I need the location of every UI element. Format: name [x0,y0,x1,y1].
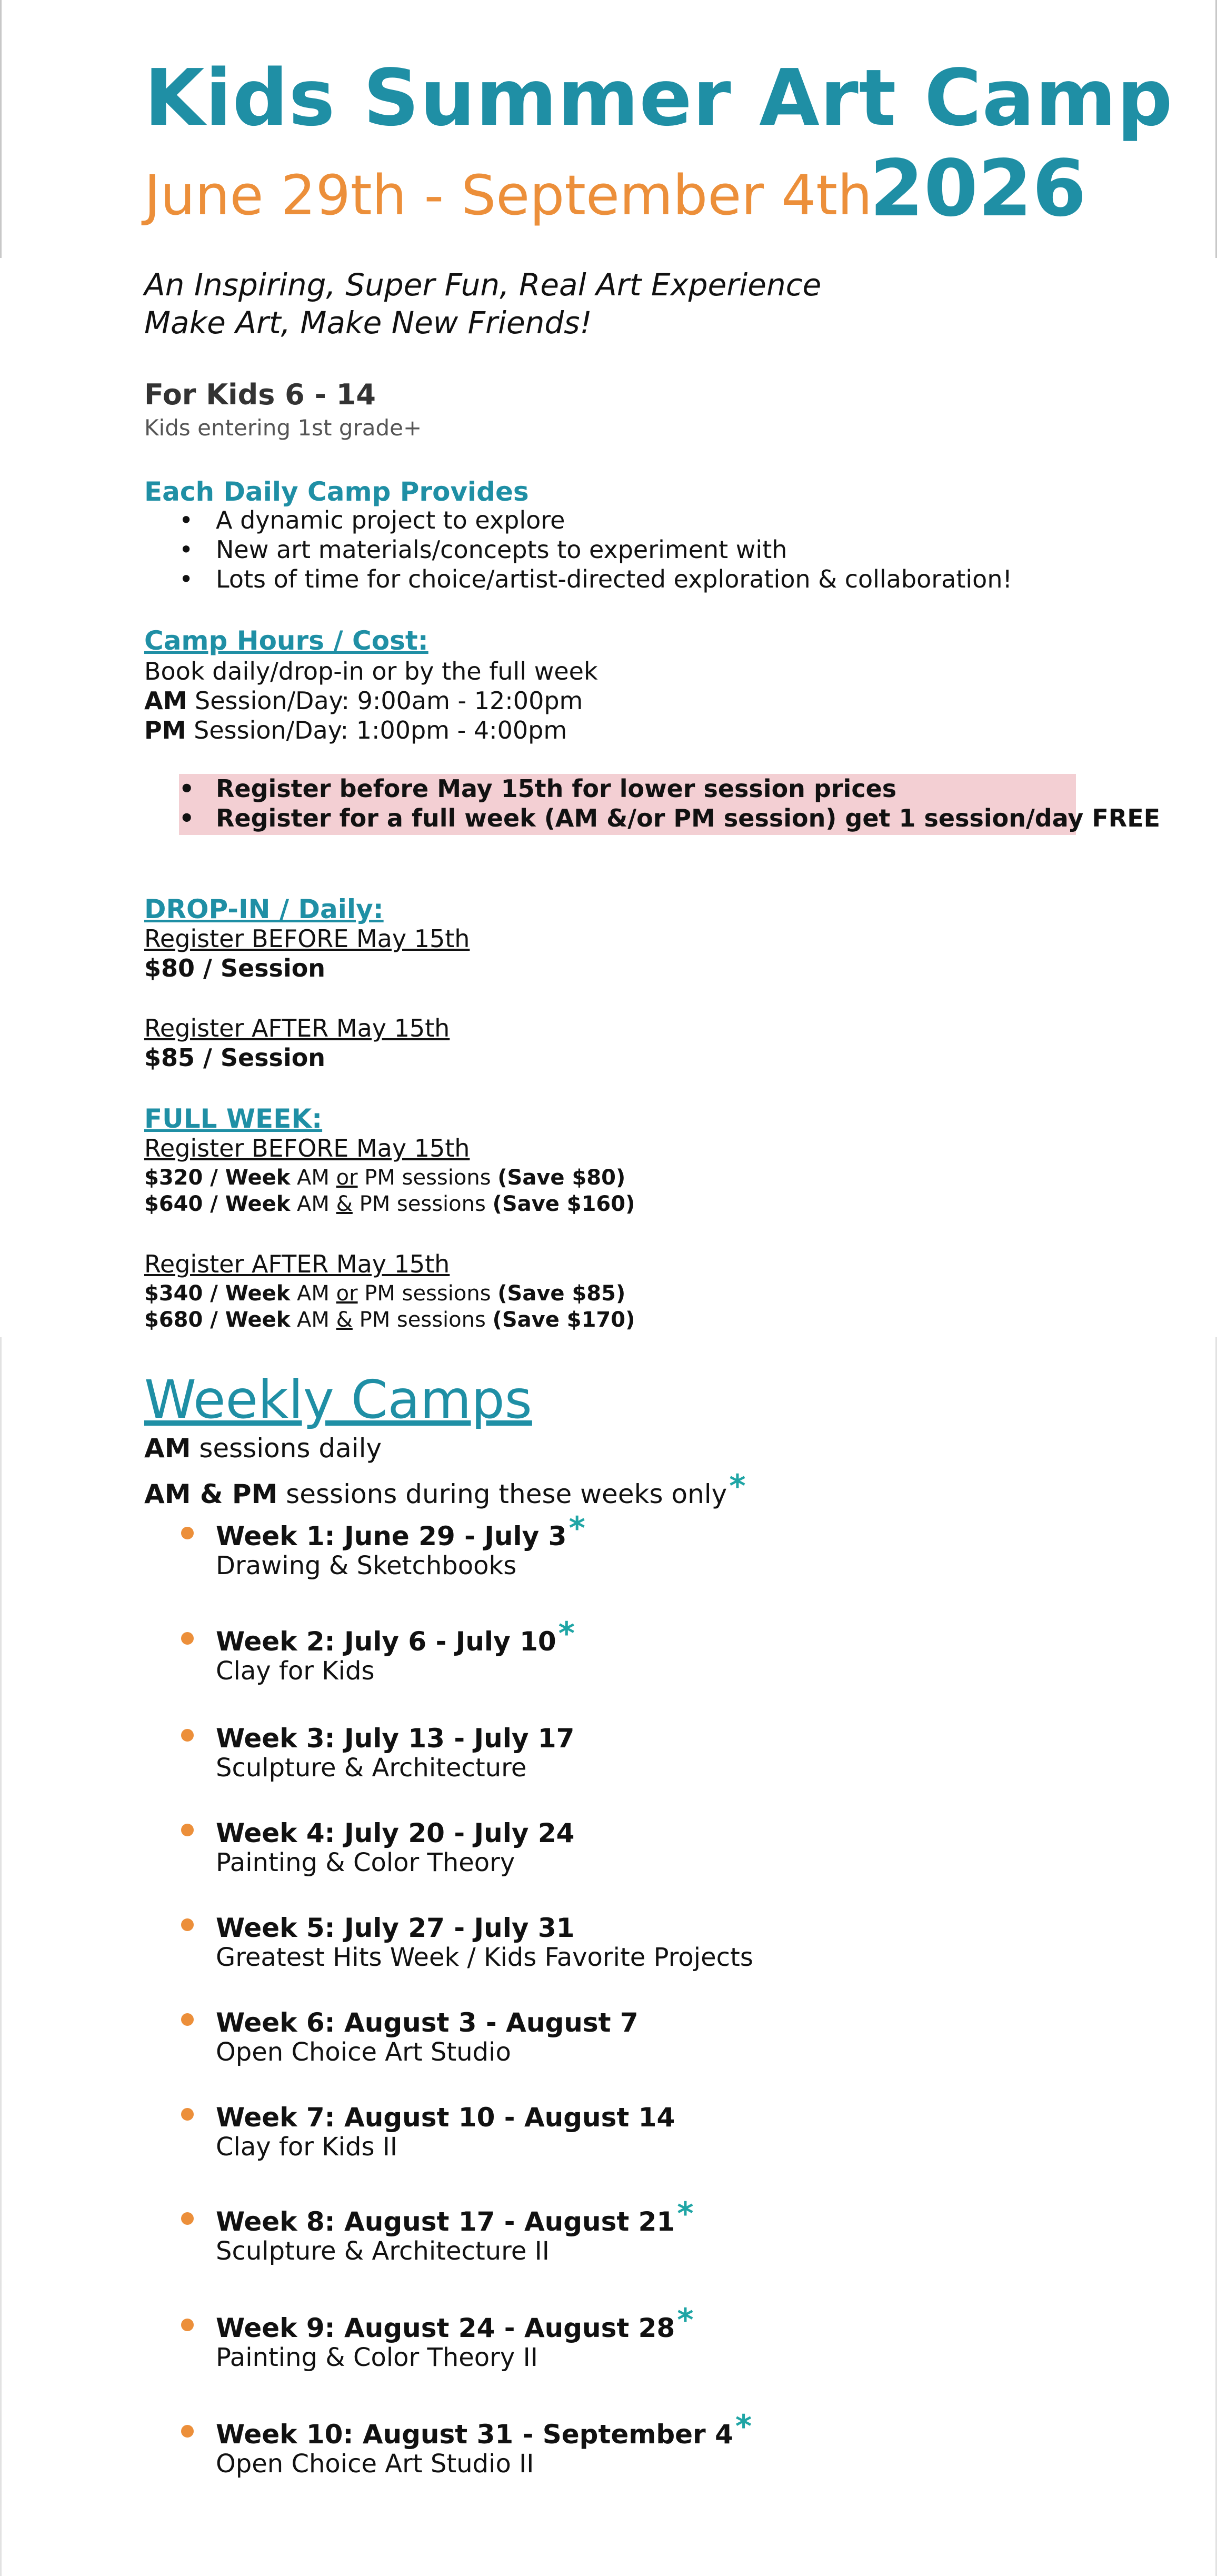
week-dates: Week 4: July 20 - July 24 [216,1818,575,1848]
provides-heading: Each Daily Camp Provides [144,476,529,507]
camp-dates: June 29th - September 4th [144,163,872,227]
page-title: Kids Summer Art Camp [144,53,1173,143]
tagline-line-1: An Inspiring, Super Fun, Real Art Experience [144,267,822,303]
fullweek-price-row [144,1166,625,1190]
savings: (Save $80) [497,1166,626,1190]
highlight-list [144,774,1160,833]
list-item: • Register before May 15th for lower session prices [144,774,1160,803]
dropin-before-price: $80 / Session [144,954,326,982]
session-pm: PM sessions [357,1281,498,1306]
week-title [216,1813,576,1850]
am-bold: AM [144,1433,191,1464]
ampm-bold: AM & PM [144,1479,278,1509]
savings: (Save $170) [492,1308,635,1332]
list-item: • Register for a full week (AM &/or PM session) get 1 session/day FREE [144,803,1160,833]
week-topic: Greatest Hits Week / Kids Favorite Projects [216,1943,753,1972]
week-price: $340 / Week [144,1281,291,1306]
ampm-rest: sessions during these weeks only [277,1479,727,1509]
savings: (Save $160) [492,1192,635,1216]
fullweek-price-row [144,1308,635,1332]
session-conj: or [336,1166,358,1190]
bullet-dot-icon [181,2108,194,2121]
week-topic: Drawing & Sketchbooks [216,1551,517,1580]
session-am: AM [290,1166,336,1190]
am-sessions-note [144,1433,382,1464]
session-conj: or [336,1281,358,1306]
fullweek-price-row [144,1192,635,1216]
week-dates: Week 2: July 6 - July 10 [216,1626,556,1657]
asterisk-icon: * [677,2302,694,2339]
week-price: $680 / Week [144,1308,291,1332]
bullet-dot-icon [181,2212,194,2225]
bullet-dot-icon [181,1918,194,1931]
tagline [144,266,821,342]
week-price: $640 / Week [144,1192,291,1216]
week-price: $320 / Week [144,1166,291,1190]
week-title [216,2003,641,2040]
tagline-line-2: Make Art, Make New Friends! [144,305,592,341]
bullet-dot-icon [181,1527,194,1539]
bullet-dot-icon [181,2319,194,2331]
list-item: • New art materials/concepts to experiment with [144,535,1012,564]
bullet-dot-icon [181,1729,194,1742]
pm-label: PM [144,716,186,744]
asterisk-icon: * [568,1510,585,1547]
week-title [216,1908,576,1945]
weekly-camps-heading: Weekly Camps [144,1369,532,1430]
fullweek-price-row [144,1281,625,1306]
session-am: AM [290,1192,336,1216]
week-dates: Week 8: August 17 - August 21 [216,2206,675,2237]
page-edge-left-lower [0,1337,2,2576]
bullet-dot-icon [181,2425,194,2438]
week-topic: Painting & Color Theory [216,1848,515,1877]
week-title [216,1615,575,1658]
week-dates: Week 7: August 10 - August 14 [216,2102,675,2133]
bullet-dot-icon [181,2013,194,2026]
asterisk-icon: * [677,2195,694,2232]
camp-year: 2026 [870,143,1086,234]
session-conj: & [336,1308,353,1332]
booking-text: Book daily/drop-in or by the full week [144,657,598,685]
pm-hours-text: Session/Day: 1:00pm - 4:00pm [186,716,567,744]
week-topic: Open Choice Art Studio II [216,2449,534,2479]
ampm-sessions-note [144,1468,746,1511]
week-dates: Week 5: July 27 - July 31 [216,1913,575,1943]
week-title [216,2097,677,2134]
dropin-after-label: Register AFTER May 15th [144,1014,450,1042]
am-session-hours [144,687,583,715]
fullweek-heading: FULL WEEK: [144,1103,323,1134]
asterisk-icon: * [729,1468,746,1505]
week-dates: Week 1: June 29 - July 3 [216,1521,567,1551]
week-topic: Open Choice Art Studio [216,2037,511,2067]
week-topic: Clay for Kids II [216,2132,398,2162]
week-topic: Sculpture & Architecture [216,1753,527,1783]
am-label: AM [144,687,187,715]
week-dates: Week 6: August 3 - August 7 [216,2007,639,2038]
session-pm: PM sessions [357,1166,498,1190]
week-topic: Sculpture & Architecture II [216,2236,550,2266]
week-title [216,2195,694,2239]
week-dates: Week 10: August 31 - September 4 [216,2419,733,2450]
dropin-after-price: $85 / Session [144,1043,326,1072]
week-topic: Painting & Color Theory II [216,2343,538,2372]
dropin-heading: DROP-IN / Daily: [144,894,384,924]
savings: (Save $85) [497,1281,626,1306]
am-hours-text: Session/Day: 9:00am - 12:00pm [187,687,583,715]
week-title [216,1718,576,1755]
asterisk-icon: * [735,2408,752,2445]
session-am: AM [290,1308,336,1332]
asterisk-icon: * [558,1615,575,1652]
pm-session-hours [144,716,567,744]
week-title [216,2408,752,2451]
fullweek-before-label: Register BEFORE May 15th [144,1134,470,1162]
fullweek-after-label: Register AFTER May 15th [144,1250,450,1278]
week-title [216,2302,694,2345]
session-am: AM [290,1281,336,1306]
audience-title: For Kids 6 - 14 [144,378,376,411]
dropin-before-label: Register BEFORE May 15th [144,924,470,953]
am-rest: sessions daily [191,1433,382,1464]
provides-list [144,505,1012,594]
week-title [216,1510,585,1553]
list-item: • A dynamic project to explore [144,505,1012,535]
hours-heading: Camp Hours / Cost: [144,625,428,656]
week-dates: Week 9: August 24 - August 28 [216,2313,675,2343]
audience-subtitle: Kids entering 1st grade+ [144,415,422,441]
week-dates: Week 3: July 13 - July 17 [216,1723,575,1754]
list-item: • Lots of time for choice/artist-directed exploration & collaboration! [144,564,1012,594]
bullet-dot-icon [181,1824,194,1836]
session-conj: & [336,1192,353,1216]
week-topic: Clay for Kids [216,1656,375,1686]
bullet-dot-icon [181,1632,194,1645]
session-pm: PM sessions [352,1192,493,1216]
session-pm: PM sessions [352,1308,493,1332]
page-edge-left [0,0,2,258]
